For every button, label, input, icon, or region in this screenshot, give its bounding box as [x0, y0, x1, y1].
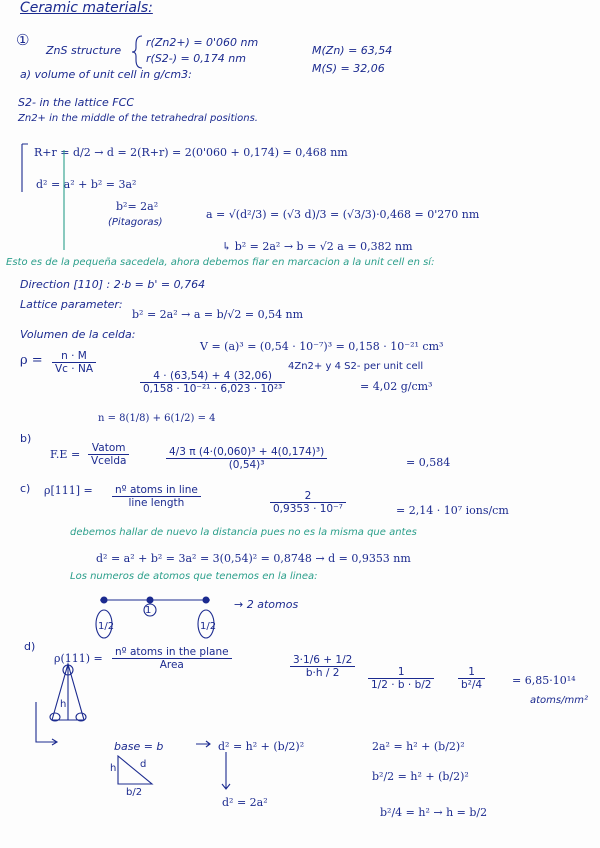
lattice-label: Lattice parameter: [20, 298, 123, 311]
fe-result: = 0,584 [406, 456, 451, 469]
fe-formula-num: Vatom [88, 442, 129, 455]
rho-line-formula [112, 484, 201, 509]
rho-line-result: = 2,14 · 10⁷ ions/cm [396, 504, 509, 517]
zn-tetra-line: Zn2+ in the middle of the tetrahedral positions. [18, 113, 258, 124]
density-calc [140, 370, 285, 395]
radius-zn: r(Zn2+) = 0'060 nm [146, 36, 259, 49]
rho-plane-step3-num: 1 [458, 666, 485, 679]
rho-plane-units: atoms/mm² [530, 695, 588, 706]
pitagoras-eq2: b²= 2a² [116, 200, 159, 213]
density-symbol: ρ = [20, 353, 43, 368]
rho-line-calc [270, 490, 346, 515]
density-result: = 4,02 g/cm³ [360, 380, 433, 393]
part-b-label: b) [20, 432, 32, 445]
part-c-label: c) [20, 482, 31, 495]
radius-s: r(S2-) = 0,174 nm [146, 52, 246, 65]
rho-plane-formula-num: nº atoms in the plane [112, 646, 232, 659]
mass-s: M(S) = 32,06 [312, 62, 385, 75]
volume-label: Volumen de la celda: [20, 328, 136, 341]
rho-plane-formula-den: Area [159, 659, 184, 671]
fe-formula [88, 442, 129, 467]
density-formula-num: n · M [52, 350, 96, 363]
direction-line: Direction [110] : 2·b = b' = 0,764 [20, 278, 206, 291]
fe-formula-den: Vcelda [91, 455, 127, 467]
s-fcc-line: S2- in the lattice FCC [18, 96, 134, 109]
mass-zn: M(Zn) = 63,54 [312, 44, 393, 57]
rho-plane-step2 [368, 666, 434, 691]
rho-line-formula-den: line length [128, 497, 185, 509]
base-label: base = b [114, 740, 164, 753]
pitagoras-note: (Pitagoras) [108, 217, 163, 228]
atom-middle: 1 [145, 605, 152, 616]
rho-plane-step2-den: 1/2 · b · b/2 [371, 679, 432, 691]
part-d-label: d) [24, 640, 36, 653]
rho-plane-step3 [458, 666, 485, 691]
b-equation: ↳ b² = 2a² → b = √2 a = 0,382 nm [222, 240, 413, 253]
triangle-d-label: d [140, 759, 147, 770]
rho-line-calc-num: 2 [270, 490, 346, 503]
fe-symbol: F.E = [50, 448, 81, 461]
density-unit-cell-note: 4Zn2+ y 4 S2- per unit cell [288, 361, 424, 372]
atoms-per-cell: n = 8(1/8) + 6(1/2) = 4 [98, 413, 216, 424]
r-plus-r-eq: R+r = d/2 → d = 2(R+r) = 2(0'060 + 0,174) = 0,468 nm [34, 146, 348, 159]
rho-plane-step3-den: b²/4 [461, 679, 483, 691]
problem-number: ① [16, 31, 30, 49]
d-squared-eq2: 2a² = h² + (b/2)² [372, 740, 465, 753]
d-squared-eq3: d² = 2a² [222, 796, 268, 809]
fe-calc [166, 446, 327, 471]
d-squared-eq1: d² = h² + (b/2)² [218, 740, 305, 753]
rho-plane-formula [112, 646, 232, 671]
rho-plane-step1-den: b·h / 2 [305, 667, 340, 679]
green-note-1: Esto es de la pequeña sacedela, ahora debemos fiar en marcacion a la unit cell en sí: [6, 257, 435, 268]
rho-111-line-symbol: ρ[111] = [44, 484, 93, 497]
rho-plane-symbol: ρ(111) = [54, 652, 103, 665]
atom-half-left: 1/2 [98, 621, 115, 632]
triangle-h-label: h [110, 763, 117, 774]
pitagoras-eq1: d² = a² + b² = 3a² [36, 178, 137, 191]
green-note-3: Los numeros de atomos que tenemos en la linea: [70, 571, 318, 582]
h-result-eq: b²/4 = h² → h = b/2 [380, 806, 488, 819]
density-formula-den: Vc · NA [55, 363, 94, 375]
density-calc-den: 0,158 · 10⁻²¹ · 6,023 · 10²³ [143, 383, 283, 395]
rho-line-calc-den: 0,9353 · 10⁻⁷ [273, 503, 343, 515]
density-formula [52, 350, 96, 375]
zns-structure-label: ZnS structure [46, 44, 122, 57]
triangle-b2-label: b/2 [126, 787, 143, 798]
b-squared-eq: b²/2 = h² + (b/2)² [372, 770, 469, 783]
pyramid-h-label: h [60, 699, 67, 710]
fe-calc-den: (0,54)³ [228, 459, 265, 471]
rho-plane-result: = 6,85·10¹⁴ [512, 674, 576, 687]
lattice-equation: b² = 2a² → a = b/√2 = 0,54 nm [132, 308, 304, 321]
distance-equation: d² = a² + b² = 3a² = 3(0,54)² = 0,8748 → d = 0,9353 nm [96, 552, 411, 565]
density-calc-num: 4 · (63,54) + 4 (32,06) [140, 370, 285, 383]
part-a-heading: a) volume of unit cell in g/cm3: [20, 68, 192, 81]
green-note-2: debemos hallar de nuevo la distancia pues no es la misma que antes [70, 527, 417, 538]
two-atoms-result: → 2 atomos [234, 598, 299, 611]
atom-half-right: 1/2 [200, 621, 217, 632]
rho-line-formula-num: nº atoms in line [112, 484, 201, 497]
rho-plane-step1-num: 3·1/6 + 1/2 [290, 654, 355, 667]
page-title: Ceramic materials: [20, 0, 153, 16]
a-equation: a = √(d²/3) = (√3 d)/3 = (√3/3)·0,468 = 0'270 nm [206, 208, 480, 221]
volume-equation: V = (a)³ = (0,54 · 10⁻⁷)³ = 0,158 · 10⁻²¹ cm³ [200, 340, 444, 353]
rho-plane-step2-num: 1 [368, 666, 434, 679]
rho-plane-step1 [290, 654, 355, 679]
fe-calc-num: 4/3 π (4·(0,060)³ + 4(0,174)³) [166, 446, 327, 459]
